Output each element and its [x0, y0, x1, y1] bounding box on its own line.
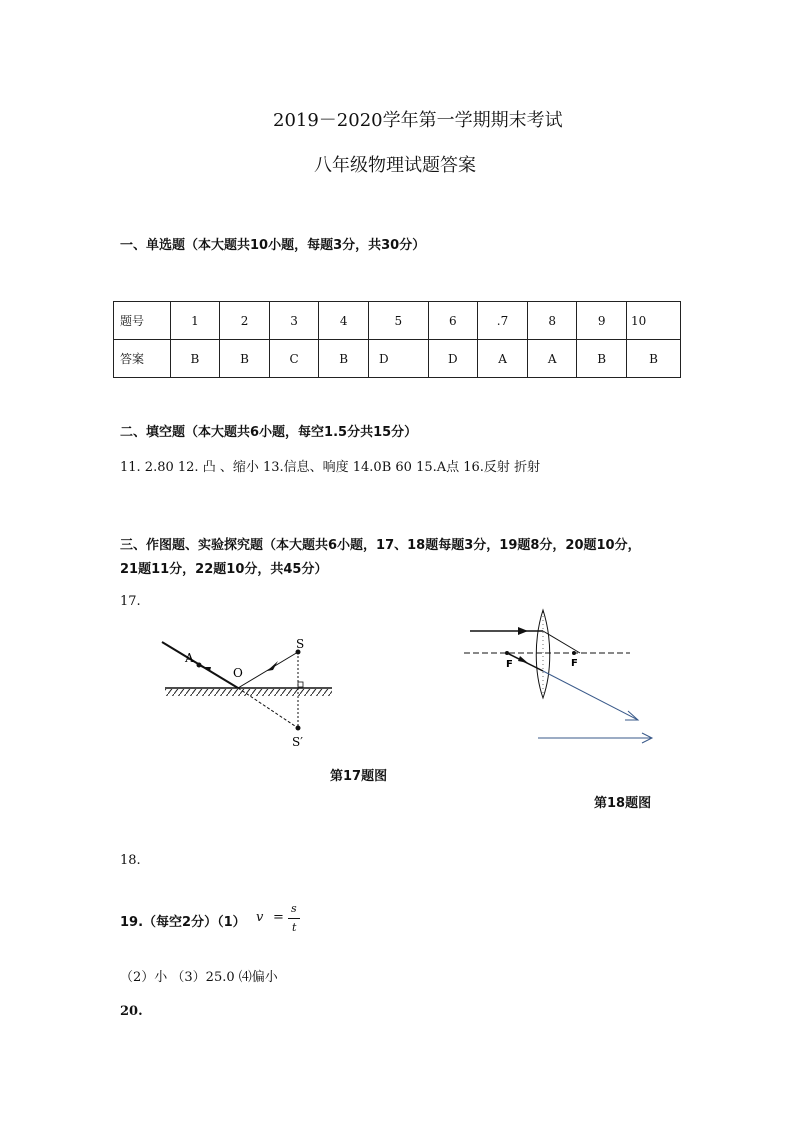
figure-18-lens — [460, 608, 670, 748]
figure-17-reflection — [150, 630, 350, 750]
table-cell: .7 — [478, 302, 528, 340]
fraction-bar — [288, 918, 300, 919]
section3-heading-line1: 三、作图题、实验探究题（本大题共6小题，17、18题每题3分，19题8分，20题10分， — [120, 538, 641, 553]
section2-heading: 二、填空题（本大题共6小题，每空1.5分共15分） — [120, 425, 418, 440]
q19-line2: （2）小 （3）25.0 ⑷偏小 — [120, 970, 278, 985]
table-cell: 4 — [319, 302, 369, 340]
table-cell: 6 — [428, 302, 478, 340]
table-cell: D — [428, 340, 478, 378]
label-o: O — [233, 666, 243, 680]
table-cell: 10 — [627, 302, 681, 340]
label-focus-left: F — [506, 659, 513, 670]
table-cell: 1 — [170, 302, 220, 340]
figure-17-caption: 第17题图 — [330, 769, 388, 784]
answer-table — [113, 301, 681, 378]
q18-label: 18. — [120, 853, 141, 868]
table-cell-row1-label: 题号 — [114, 302, 171, 340]
table-row — [114, 340, 681, 378]
figure-18-caption: 第18题图 — [594, 796, 652, 811]
q20-label: 20. — [120, 1004, 143, 1019]
page-title: 2019－2020学年第一学期期末考试 — [273, 110, 563, 131]
label-a: A — [185, 651, 194, 665]
table-cell: C — [269, 340, 319, 378]
page-subtitle: 八年级物理试题答案 — [314, 155, 476, 176]
table-cell: 9 — [577, 302, 627, 340]
table-cell: A — [527, 340, 577, 378]
formula-numerator: s — [291, 902, 297, 915]
table-cell: 3 — [269, 302, 319, 340]
formula-eq: = — [273, 910, 284, 925]
table-cell: B — [577, 340, 627, 378]
table-row — [114, 302, 681, 340]
table-cell: D — [368, 340, 428, 378]
table-cell: B — [627, 340, 681, 378]
section1-heading: 一、单选题（本大题共10小题，每题3分，共30分） — [120, 238, 426, 253]
label-focus-right: F — [571, 658, 578, 669]
q17-label: 17. — [120, 594, 141, 609]
label-s: S — [296, 637, 305, 651]
table-cell: B — [170, 340, 220, 378]
label-s-prime: S′ — [292, 735, 303, 749]
table-cell: B — [220, 340, 270, 378]
section2-answers: 11. 2.80 12. 凸 、缩小 13.信息、响度 14.0B 60 15.A点 16.反射 折射 — [120, 460, 541, 475]
table-cell: A — [478, 340, 528, 378]
table-cell: B — [319, 340, 369, 378]
formula-denominator: t — [292, 921, 297, 934]
q19-prefix: 19.（每空2分）（1） — [120, 915, 246, 930]
table-cell: 2 — [220, 302, 270, 340]
table-cell: 5 — [368, 302, 428, 340]
formula-v: v — [256, 910, 264, 925]
table-cell-row2-label: 答案 — [114, 340, 171, 378]
section3-heading-line2: 21题11分，22题10分，共45分） — [120, 562, 328, 577]
table-cell: 8 — [527, 302, 577, 340]
